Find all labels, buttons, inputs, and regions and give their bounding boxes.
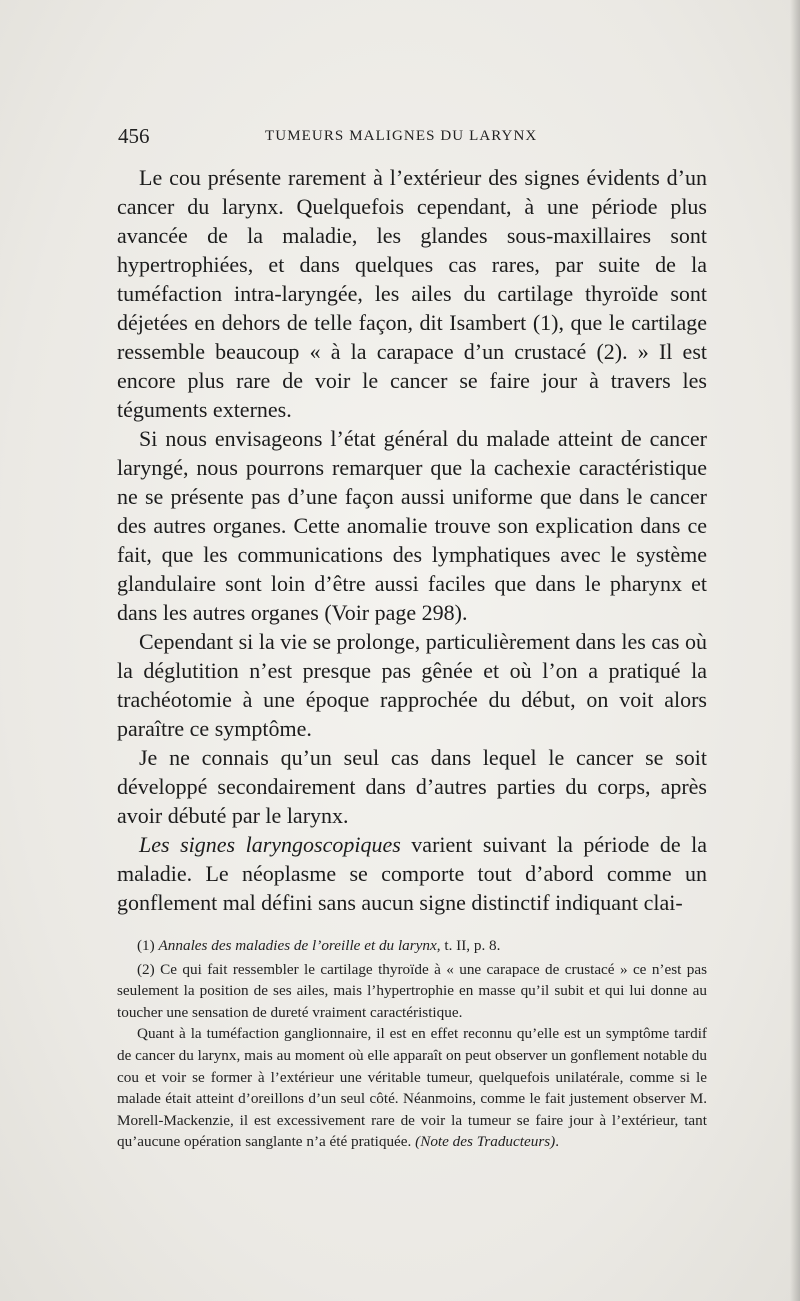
paragraph-secondary-case xyxy=(117,743,707,830)
page-edge-shadow xyxy=(790,0,800,1301)
footnote-1-rest: , t. II, p. 8. xyxy=(436,937,501,954)
footnote-1-mark: (1) xyxy=(137,937,159,954)
paragraph-text-1: Le cou présente rarement à l’extérieur des signes évidents d’un cancer du larynx. Quelquefois cependant, à une période plus avancée de la maladie, les glandes sous-maxillaires sont hypertrophiées, et dans quelques cas rares, par suite de la tuméfaction intra-laryngée, les ailes du cartilage thyroïde sont déjetées en dehors de telle façon, dit Isambert (1), que le cartilage ressemble beaucoup « à la carapace d’un crustacé (2). » Il est encore plus rare de voir le cancer se faire jour à travers les téguments externes. xyxy=(117,165,707,422)
paragraph-prolonged-life xyxy=(117,627,707,743)
running-title: TUMEURS MALIGNES DU LARYNX xyxy=(265,128,538,144)
paragraph-text-4: Je ne connais qu’un seul cas dans lequel le cancer se soit développé secondairement dans d’autres parties du corps, après avoir débuté par le larynx. xyxy=(117,745,707,828)
translators-note-signature: (Note des Traducteurs) xyxy=(415,1133,556,1151)
paragraph-general-state xyxy=(117,424,707,627)
translators-note-text: Quant à la tuméfaction ganglionnaire, il est en effet reconnu qu’elle est un symptôme tardif de cancer du larynx, mais au moment où elle apparaît on peut observer un gonflement notable du cou et voir se former à l’extérieur une véritable tumeur, quelquefois unilatérale, comme si le malade était atteint d’oreillons d’un seul côté. Néanmoins, comme le fait justement observer M. Morell-Mackenzie, il est excessivement rare de voir la tumeur se faire jour à l’extérieur, tant qu’aucune opération sanglante n’a été pratiquée. xyxy=(117,1025,707,1151)
paragraph-laryngoscopic-signs xyxy=(117,830,707,917)
footnote-1 xyxy=(117,935,707,957)
main-text xyxy=(117,163,707,917)
footnote-2 xyxy=(117,959,707,1024)
translators-note xyxy=(117,1023,707,1153)
paragraph-neck-signs xyxy=(117,163,707,424)
footnote-1-title: Annales des maladies de l’oreille et du larynx xyxy=(158,937,437,954)
page-header xyxy=(118,124,708,152)
page-number: 456 xyxy=(118,124,150,148)
paragraph-text-2: Si nous envisageons l’état général du malade atteint de cancer laryngé, nous pourrons remarquer que la cachexie caractéristique ne se présente pas d’une façon aussi uniforme que dans le cancer des autres organes. Cette anomalie trouve son explication dans ce fait, que les communications des lymphatiques avec le système glandulaire sont loin d’être aussi faciles que dans le pharynx et dans les autres organes (Voir page 298). xyxy=(117,426,707,625)
footnotes xyxy=(117,935,707,1153)
paragraph-text-3: Cependant si la vie se prolonge, particulièrement dans les cas où la déglutition n’est presque pas gênée et où l’on a pratiqué la trachéotomie à une époque rapprochée du début, on voit alors paraître ce symptôme. xyxy=(117,629,707,741)
paragraph-text-5: varient suivant la période de la maladie. Le néoplasme se comporte tout d’abord comme un gonflement mal défini sans aucun signe distinctif indiquant clai- xyxy=(117,832,707,915)
translators-note-end: . xyxy=(555,1133,559,1151)
footnote-2-text: (2) Ce qui fait ressembler le cartilage thyroïde à « une carapace de crustacé » ce n’est pas seulement la position de ses ailes, mais l’hypertrophie en masse qu’il subit et qui lui donne au toucher une sensation de dureté vraiment caractéristique. xyxy=(117,960,707,1021)
paragraph-text-5-italic: Les signes laryngoscopiques xyxy=(139,832,401,857)
